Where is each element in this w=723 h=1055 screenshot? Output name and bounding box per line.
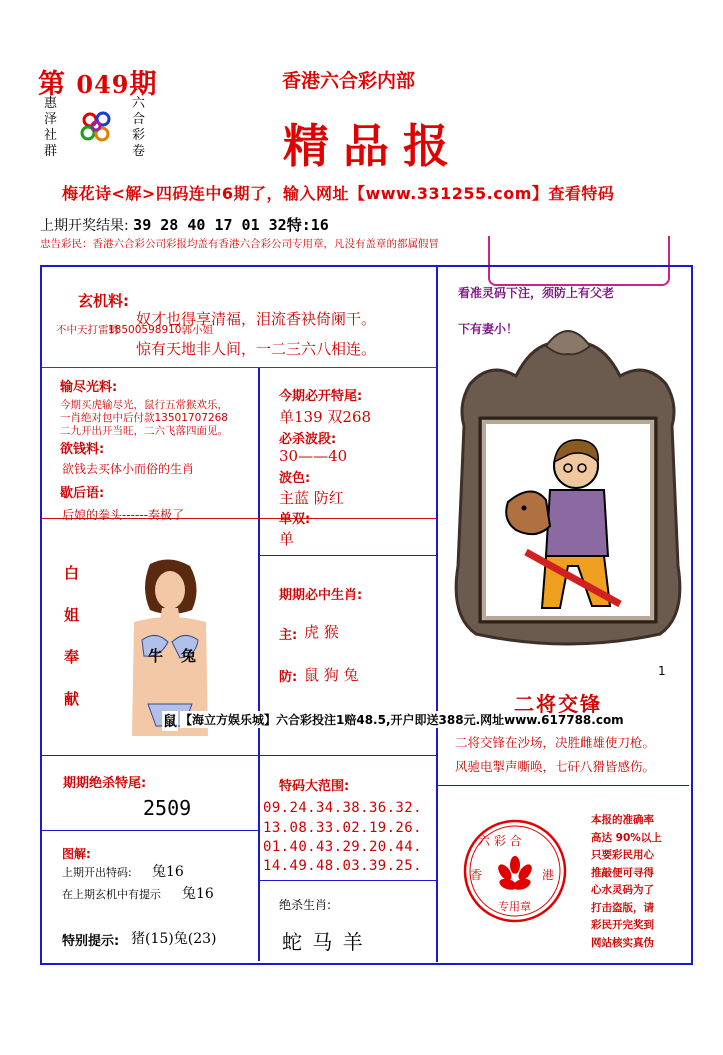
last-results	[40, 214, 329, 235]
accuracy-line: 心水灵码为了	[591, 884, 654, 896]
right-note-2: 下有妻小！	[458, 322, 519, 336]
stamp-right: 港	[542, 868, 555, 882]
accuracy-notes	[591, 812, 683, 952]
girl-overlay-3: 鼠	[162, 711, 178, 731]
accuracy-line: 打击盗版，请	[591, 901, 654, 914]
stamp-left: 香	[470, 868, 483, 882]
last-results-numbers: 39 28 40 17 01 32特:16	[133, 216, 329, 234]
girl-vertical-1: 白	[64, 564, 80, 582]
fanwei-row-1: 09.24.34.38.36.32.	[263, 800, 422, 816]
accuracy-line: 本报的准确率	[591, 814, 654, 826]
juesha-wei-label: 期期绝杀特尾:	[63, 776, 147, 791]
shujin-line-1: 今期买虎输尽光，鼠行五常猴欢乐，	[60, 399, 228, 411]
tujie-line-2-label: 在上期玄机中有提示	[62, 888, 161, 901]
tip-label: 特别提示:	[62, 934, 120, 949]
accuracy-line: 彩民开完奖到	[591, 919, 654, 931]
main-value: 虎 猴	[304, 623, 339, 641]
page-title: 精品报	[283, 119, 463, 173]
last-results-label: 上期开奖结果:	[40, 218, 129, 234]
girl-overlay-1: 牛	[148, 647, 164, 665]
girl-vertical-3: 奉	[64, 648, 80, 666]
warning-text: 忠告彩民：香港六合彩公司彩报均盖有香港六合彩公司专用章，凡没有盖章的都属假冒	[40, 238, 439, 250]
fanwei-row-2: 13.08.33.02.19.26.	[263, 820, 422, 836]
side-note-2: 18500598910郭小姐	[108, 324, 213, 336]
lottery-logo-icon	[80, 110, 116, 146]
divider-bisha	[260, 555, 436, 556]
main-label: 主:	[279, 628, 298, 643]
zhongsheng-label: 期期必中生肖:	[279, 588, 363, 603]
juesha-sheng-label: 绝杀生肖:	[279, 898, 332, 912]
side-note-1: 不中天打雷劈	[56, 324, 119, 336]
stamp-top: 六 彩 合	[478, 834, 522, 848]
weiwei-label: 今期必开特尾:	[279, 389, 363, 404]
promo-banner: 梅花诗<解>四码连中6期了，输入网址【www.331255.com】查看特码	[62, 184, 615, 203]
casino-ad[interactable]: 【海立方娱乐城】六合彩投注1赔48.5,开户即送388元.网址www.617788.com	[180, 713, 624, 727]
fanwei-label: 特码大范围:	[279, 779, 350, 794]
bose-label: 波色:	[279, 471, 311, 486]
corner-mark: 1	[658, 664, 666, 678]
divider-vertical-right	[436, 266, 438, 962]
lottery-label: 六合彩卷	[132, 96, 146, 159]
juesha-sheng-value: 蛇 马 羊	[282, 930, 365, 954]
xuanji-poem-1: 奴才也得享清福，泪流香袂倚阑干。	[136, 310, 377, 328]
fang-label: 防:	[279, 670, 298, 685]
divider-vertical-middle	[258, 367, 260, 961]
bosha-label: 必杀波段:	[279, 432, 337, 447]
fang-value: 鼠 狗 兔	[304, 666, 359, 684]
tujie-line-2-value: 兔16	[182, 886, 214, 902]
weiwei-value: 单139 双268	[279, 408, 372, 426]
fanwei-row-3: 01.40.43.29.20.44.	[263, 839, 422, 855]
juesha-wei-value: 2509	[143, 796, 192, 820]
qianqian-text: 欲钱去买体小而俗的生肖	[62, 462, 195, 476]
frame-caption-line-2: 风驰电掣声嘶唤，七矸八猾皆感伤。	[455, 759, 656, 774]
xuanji-label: 玄机料:	[78, 292, 129, 310]
danshuang-label: 单双:	[279, 512, 311, 527]
divider-girl	[42, 755, 436, 756]
tujie-line-1-label: 上期开出特码:	[62, 866, 132, 879]
divider-caption	[438, 785, 689, 786]
xiehouyu-label: 歇后语:	[60, 486, 105, 501]
girl-vertical-2: 姐	[64, 606, 80, 624]
bosha-value: 30——40	[279, 447, 348, 465]
bose-value: 主蓝 防红	[279, 489, 344, 507]
girl-overlay-2: 兔	[181, 647, 197, 665]
shujin-line-2: 一肖绝对包中后付款13501707268	[60, 412, 228, 424]
hk-title: 香港六合彩内部	[282, 70, 416, 92]
right-note-1: 看准灵码下注，须防上有父老	[458, 286, 615, 300]
danshuang-value: 单	[279, 530, 295, 548]
stamp-bottom: 专用章	[498, 900, 531, 913]
accuracy-line: 高达 90%以上	[591, 831, 662, 844]
qianqian-label: 欲钱料:	[60, 442, 105, 457]
accuracy-line: 推敲便可寻得	[591, 866, 654, 879]
tip-value: 猪(15)兔(23)	[131, 931, 217, 947]
divider-xuanji	[42, 367, 436, 368]
accuracy-line: 网站核实真伪	[591, 936, 654, 949]
divider-fanwei	[260, 880, 436, 881]
fanwei-row-4: 14.49.48.03.39.25.	[263, 858, 422, 874]
accuracy-line: 只要彩民用心	[591, 849, 654, 861]
girl-vertical-4: 献	[64, 690, 80, 708]
frame-caption-title: 二将交锋	[514, 692, 602, 716]
shujin-label: 输尽光料:	[60, 380, 118, 395]
xuanji-poem-2: 惊有天地非人间，一二三六八相连。	[136, 340, 377, 358]
frame-caption-line-1: 二将交锋在沙场，决胜雌雄使刀枪。	[455, 735, 656, 750]
issue-number: 第 049期	[38, 69, 158, 100]
xiehouyu-text: 后娘的拳头------奏极了	[62, 508, 184, 522]
tujie-label: 图解:	[62, 847, 91, 861]
ornate-frame-image	[446, 316, 690, 656]
shujin-line-3: 二九开出开当旺，二六飞落四面见。	[60, 425, 228, 437]
divider-juesha	[42, 830, 258, 831]
tujie-line-1-value: 兔16	[152, 864, 184, 880]
community-label: 惠泽社群	[44, 96, 58, 159]
